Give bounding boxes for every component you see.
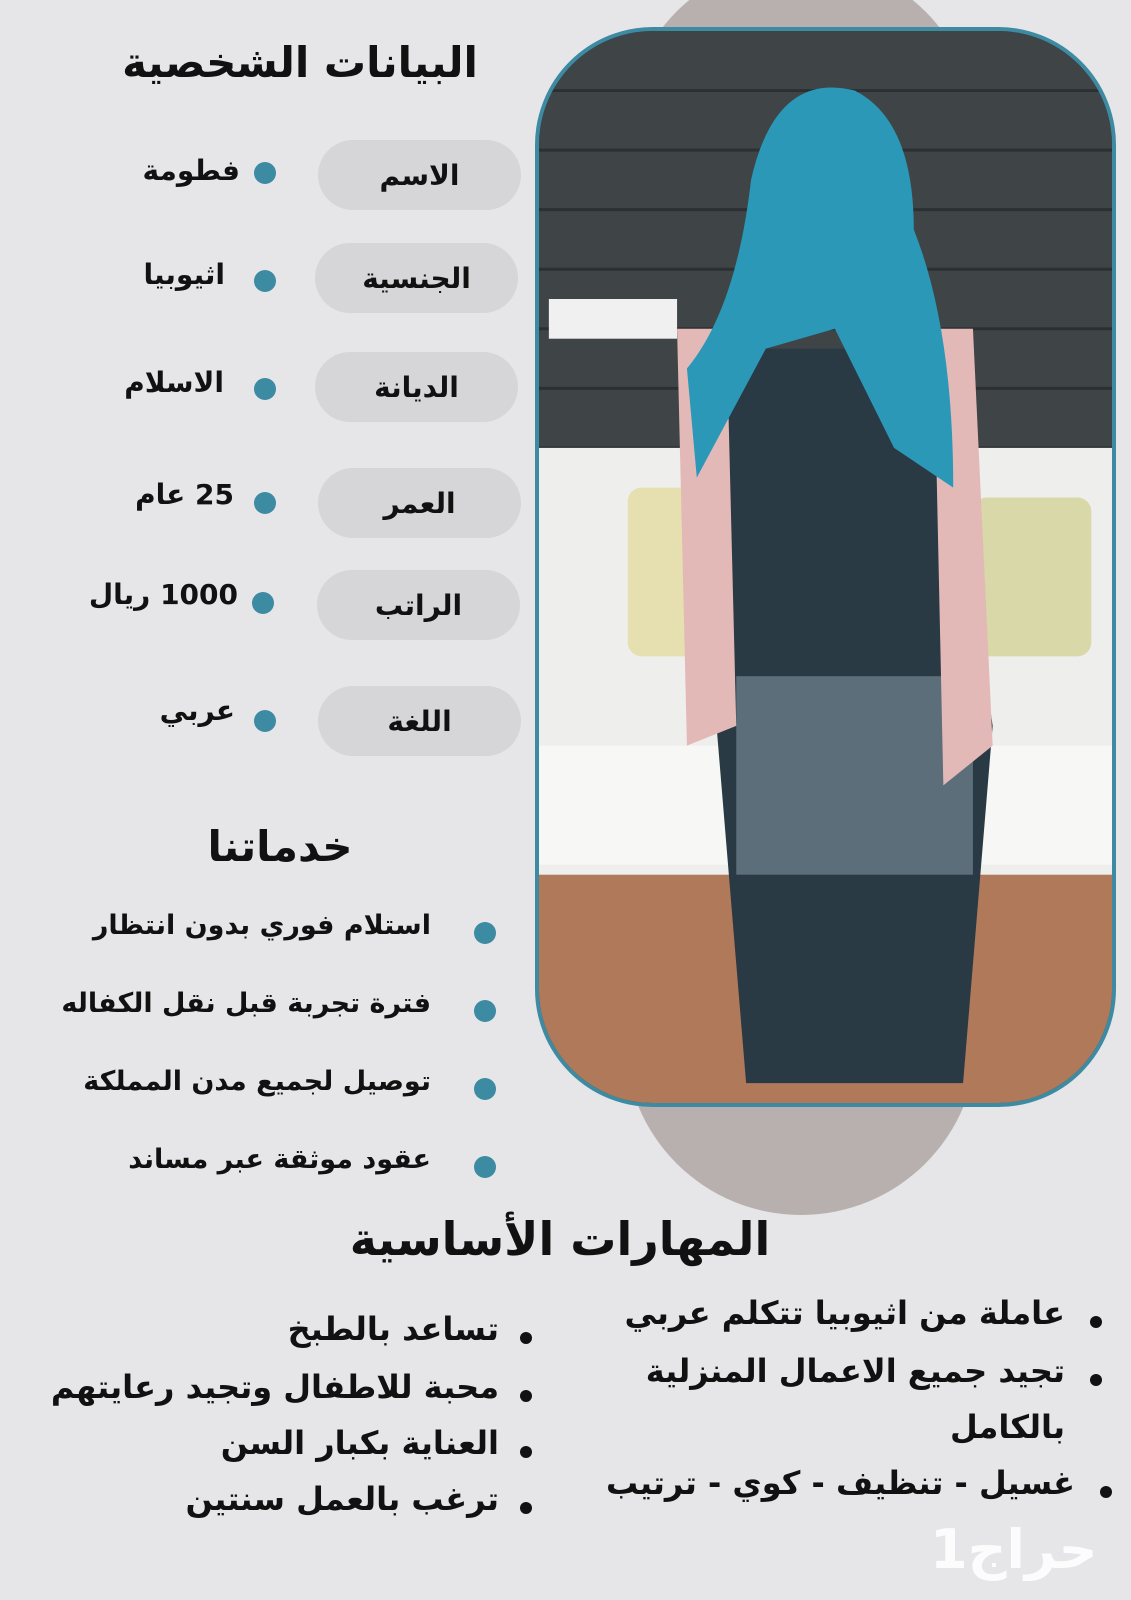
watermark-logo: حراج1 [930, 1518, 1098, 1581]
service-item: عقود موثقة عبر مساند [128, 1144, 431, 1175]
religion-label: الديانة [315, 352, 518, 422]
skill-item: ترغب بالعمل سنتين [185, 1480, 499, 1518]
skill-bullet-icon [520, 1446, 532, 1458]
skill-item-continuation: بالكامل [949, 1408, 1065, 1446]
skills-heading: المهارات الأساسية [349, 1212, 771, 1266]
religion-value: الاسلام [124, 366, 224, 399]
skill-item: محبة للاطفال وتجيد رعايتهم [50, 1368, 499, 1406]
age-label: العمر [318, 468, 521, 538]
personal-info-heading: البيانات الشخصية [122, 38, 478, 87]
worker-photo [535, 27, 1116, 1107]
nationality-bullet-icon [254, 270, 276, 292]
photo-illustration [539, 31, 1112, 1103]
skill-item: تجيد جميع الاعمال المنزلية [645, 1352, 1065, 1390]
service-item: توصيل لجميع مدن المملكة [83, 1066, 431, 1097]
services-heading: خدماتنا [207, 822, 353, 871]
skill-item: تساعد بالطبخ [287, 1310, 499, 1348]
language-bullet-icon [254, 710, 276, 732]
nationality-label: الجنسية [315, 243, 518, 313]
skill-bullet-icon [1100, 1486, 1112, 1498]
salary-value: 1000 ريال [88, 578, 238, 611]
skill-bullet-icon [520, 1502, 532, 1514]
service-item: فترة تجربة قبل نقل الكفاله [61, 988, 431, 1019]
service-bullet-icon [474, 1000, 496, 1022]
age-bullet-icon [254, 492, 276, 514]
skill-item: العناية بكبار السن [220, 1424, 499, 1462]
age-value: 25 عام [135, 478, 234, 511]
salary-bullet-icon [252, 592, 274, 614]
service-item: استلام فوري بدون انتظار [92, 910, 431, 941]
salary-label: الراتب [317, 570, 520, 640]
name-value: فطومة [142, 154, 240, 187]
service-bullet-icon [474, 1078, 496, 1100]
service-bullet-icon [474, 1156, 496, 1178]
skill-item: غسيل - تنظيف - كوي - ترتيب [605, 1464, 1075, 1502]
skill-bullet-icon [520, 1332, 532, 1344]
nationality-value: اثيوبيا [143, 258, 225, 291]
service-bullet-icon [474, 922, 496, 944]
religion-bullet-icon [254, 378, 276, 400]
skill-bullet-icon [520, 1390, 532, 1402]
name-label: الاسم [318, 140, 521, 210]
name-bullet-icon [254, 162, 276, 184]
skill-bullet-icon [1090, 1374, 1102, 1386]
skill-bullet-icon [1090, 1316, 1102, 1328]
language-value: عربي [159, 694, 235, 727]
language-label: اللغة [318, 686, 521, 756]
skill-item: عاملة من اثيوبيا تتكلم عربي [624, 1294, 1065, 1332]
